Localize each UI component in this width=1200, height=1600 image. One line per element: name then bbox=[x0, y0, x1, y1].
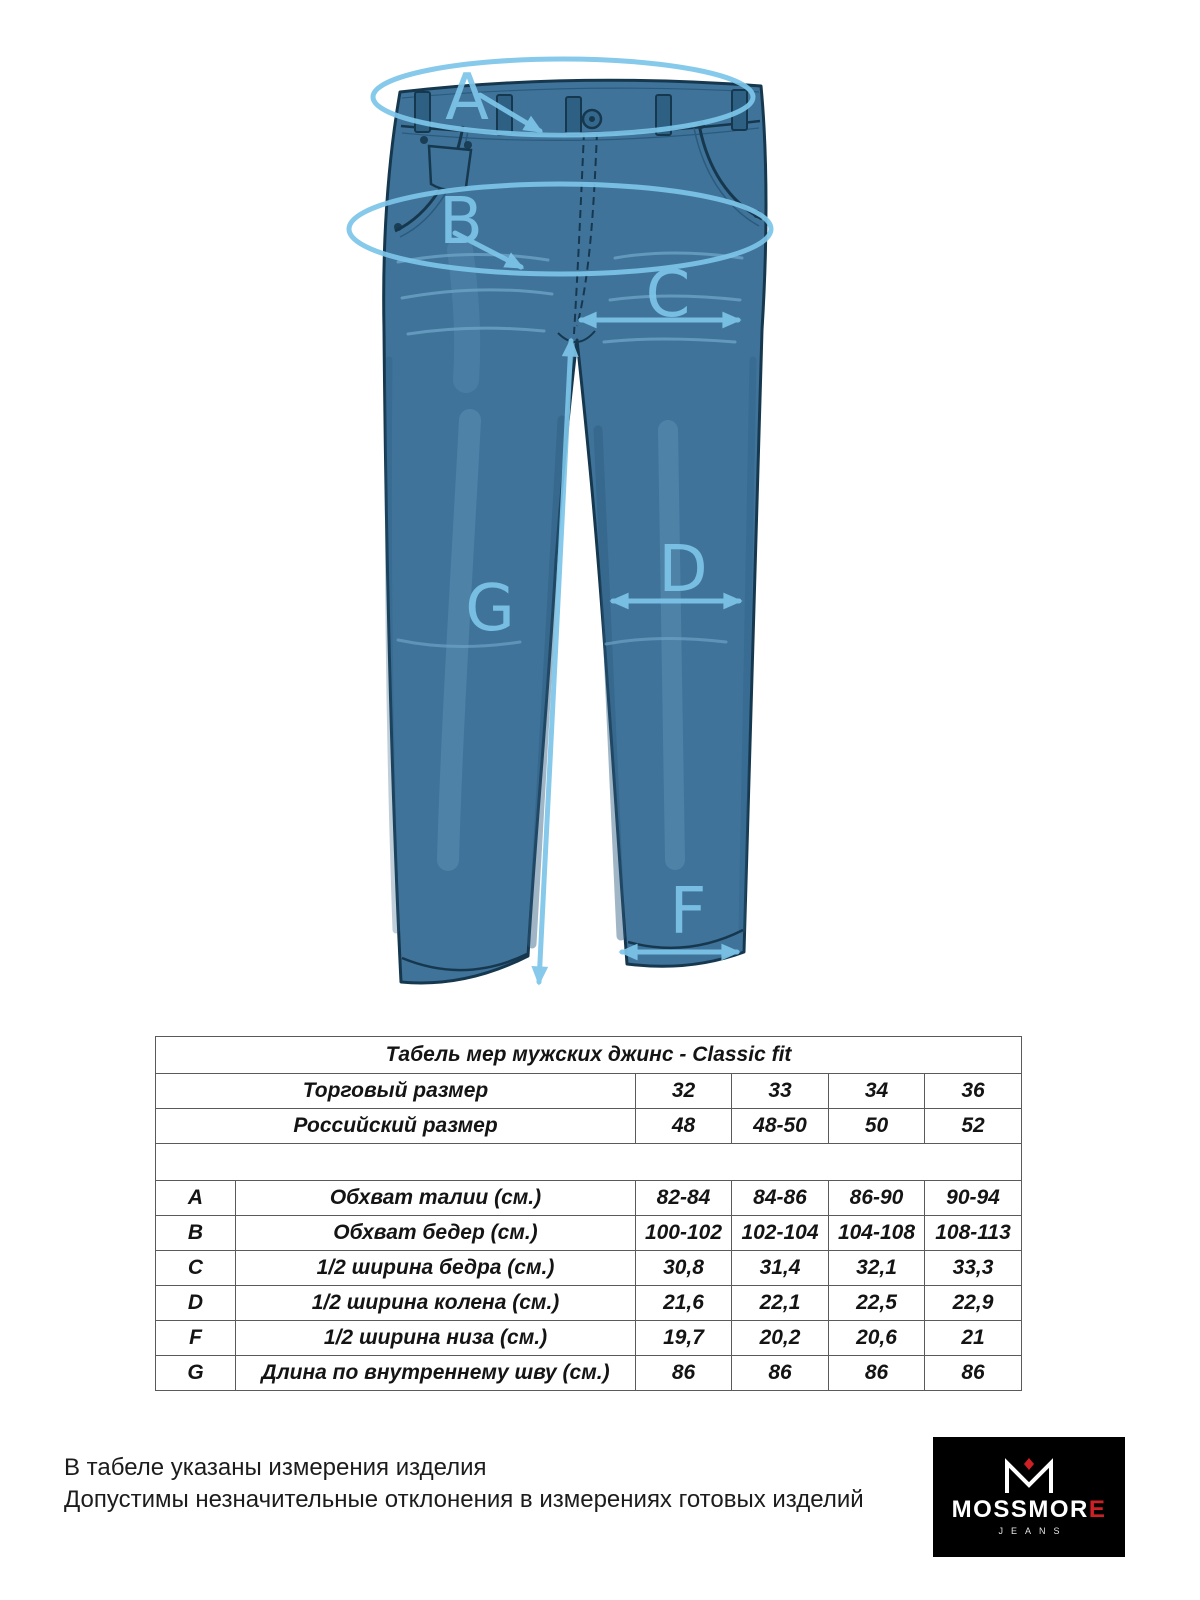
row-value: 50 bbox=[829, 1109, 925, 1144]
row-value: 86 bbox=[732, 1356, 829, 1391]
table-row bbox=[156, 1286, 1022, 1321]
brand-logo bbox=[933, 1437, 1125, 1557]
row-value: 21,6 bbox=[636, 1286, 732, 1321]
row-value: 52 bbox=[925, 1109, 1022, 1144]
row-value: 82-84 bbox=[636, 1181, 732, 1216]
row-value: 102-104 bbox=[732, 1216, 829, 1251]
brand-name-accent: E bbox=[1088, 1496, 1107, 1523]
row-value: 100-102 bbox=[636, 1216, 732, 1251]
row-label: Обхват бедер (см.) bbox=[236, 1216, 636, 1251]
row-value: 48-50 bbox=[732, 1109, 829, 1144]
row-letter: F bbox=[156, 1321, 236, 1356]
row-label: Обхват талии (см.) bbox=[236, 1181, 636, 1216]
measure-letter-f: F bbox=[669, 875, 707, 949]
row-value: 22,9 bbox=[925, 1286, 1022, 1321]
row-letter: B bbox=[156, 1216, 236, 1251]
measure-letter-g: G bbox=[465, 572, 515, 646]
row-value: 30,8 bbox=[636, 1251, 732, 1286]
row-value: 21 bbox=[925, 1321, 1022, 1356]
row-letter: A bbox=[156, 1181, 236, 1216]
table-row bbox=[156, 1074, 1022, 1109]
row-value: 22,1 bbox=[732, 1286, 829, 1321]
row-value: 36 bbox=[925, 1074, 1022, 1109]
row-value: 86-90 bbox=[829, 1181, 925, 1216]
size-table bbox=[155, 1036, 1022, 1391]
row-label: Торговый размер bbox=[156, 1074, 636, 1109]
table-row bbox=[156, 1251, 1022, 1286]
row-letter: D bbox=[156, 1286, 236, 1321]
footer-note-line1: В табеле указаны измерения изделия bbox=[64, 1454, 487, 1481]
row-label: 1/2 ширина низа (см.) bbox=[236, 1321, 636, 1356]
row-value: 108-113 bbox=[925, 1216, 1022, 1251]
row-letter: C bbox=[156, 1251, 236, 1286]
table-title-row bbox=[156, 1037, 1022, 1074]
row-value: 22,5 bbox=[829, 1286, 925, 1321]
table-row bbox=[156, 1216, 1022, 1251]
row-value: 84-86 bbox=[732, 1181, 829, 1216]
row-value: 33 bbox=[732, 1074, 829, 1109]
table-row bbox=[156, 1181, 1022, 1216]
measure-letter-a: A bbox=[445, 61, 489, 135]
row-label: 1/2 ширина колена (см.) bbox=[236, 1286, 636, 1321]
brand-monogram-icon bbox=[1000, 1458, 1058, 1494]
row-value: 20,2 bbox=[732, 1321, 829, 1356]
row-value: 86 bbox=[829, 1356, 925, 1391]
footer-note-line2: Допустимы незначительные отклонения в измерениях готовых изделий bbox=[64, 1486, 864, 1513]
row-value: 90-94 bbox=[925, 1181, 1022, 1216]
row-label: Российский размер bbox=[156, 1109, 636, 1144]
row-value: 104-108 bbox=[829, 1216, 925, 1251]
row-value: 32 bbox=[636, 1074, 732, 1109]
table-row bbox=[156, 1356, 1022, 1391]
table-title: Табель мер мужских джинс - Classic fit bbox=[156, 1037, 1022, 1074]
brand-subtitle: JEANS bbox=[998, 1526, 1068, 1536]
brand-name-main: MOSSMOR bbox=[951, 1496, 1089, 1523]
table-row bbox=[156, 1109, 1022, 1144]
row-value: 86 bbox=[925, 1356, 1022, 1391]
row-value: 31,4 bbox=[732, 1251, 829, 1286]
table-row bbox=[156, 1321, 1022, 1356]
row-value: 32,1 bbox=[829, 1251, 925, 1286]
row-value: 20,6 bbox=[829, 1321, 925, 1356]
row-value: 33,3 bbox=[925, 1251, 1022, 1286]
footer-notes bbox=[64, 1452, 864, 1516]
row-label: Длина по внутреннему шву (см.) bbox=[236, 1356, 636, 1391]
row-letter: G bbox=[156, 1356, 236, 1391]
measure-letter-c: C bbox=[645, 258, 691, 332]
row-value: 86 bbox=[636, 1356, 732, 1391]
row-label: 1/2 ширина бедра (см.) bbox=[236, 1251, 636, 1286]
brand-name bbox=[952, 1497, 1107, 1523]
row-value: 48 bbox=[636, 1109, 732, 1144]
measure-letter-b: B bbox=[439, 185, 483, 259]
row-value: 19,7 bbox=[636, 1321, 732, 1356]
row-value: 34 bbox=[829, 1074, 925, 1109]
table-spacer-row bbox=[156, 1144, 1022, 1181]
spacer-cell bbox=[156, 1144, 1022, 1181]
measure-letter-d: D bbox=[658, 533, 708, 607]
